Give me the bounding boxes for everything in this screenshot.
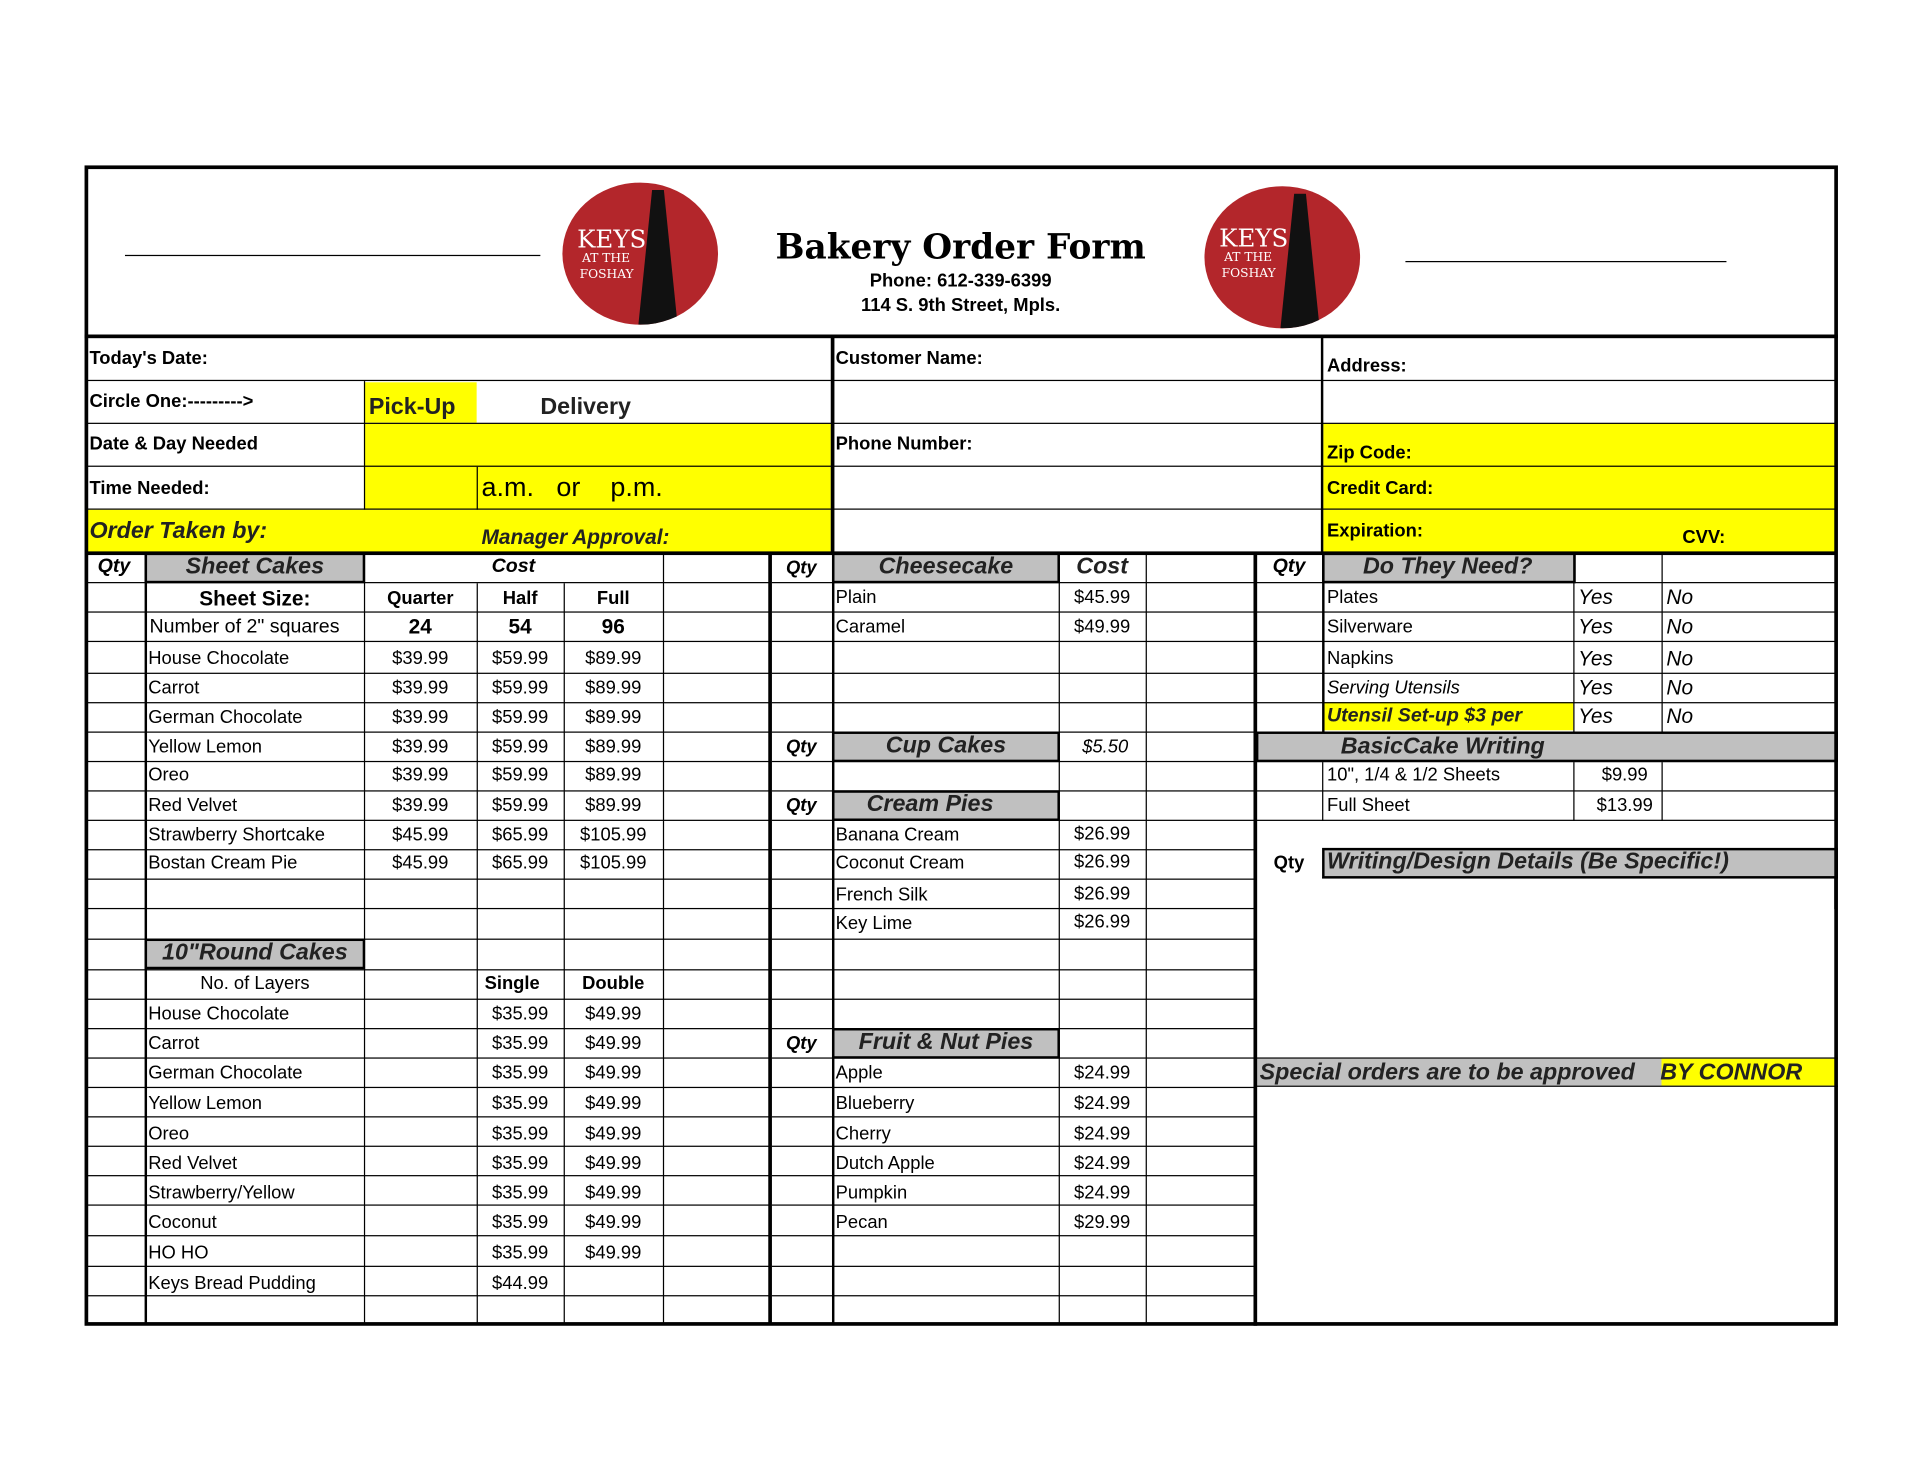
cream-pie-name: Coconut Cream — [835, 852, 965, 874]
sheet-price-full: $105.99 — [580, 852, 647, 874]
special-orders-by: BY CONNOR — [1660, 1059, 1803, 1086]
grid-line — [772, 790, 1255, 791]
todays-date-label: Today's Date: — [89, 347, 208, 369]
layers-label: No. of Layers — [200, 972, 310, 994]
need-yes-option[interactable]: Yes — [1578, 676, 1613, 700]
round-cakes-header: 10"Round Cakes — [162, 939, 348, 966]
squares-quarter: 24 — [408, 615, 432, 639]
do-they-need-header: Do They Need? — [1362, 553, 1533, 580]
grid-line — [86, 849, 770, 850]
fruit-pie-price: $24.99 — [1074, 1123, 1131, 1145]
sheet-price-full: $89.99 — [585, 706, 642, 728]
cupcakes-price: $5.50 — [1082, 736, 1129, 758]
grid-line — [86, 939, 770, 940]
cake-writing-header: BasicCake Writing — [1340, 733, 1545, 760]
date-day-needed-label: Date & Day Needed — [89, 433, 259, 455]
round-price-single: $35.99 — [492, 1242, 549, 1264]
cheesecake-price: $45.99 — [1074, 586, 1131, 608]
squares-full: 96 — [601, 615, 625, 639]
sheet-price-full: $89.99 — [585, 736, 642, 758]
need-no-option[interactable]: No — [1666, 585, 1694, 609]
manager-approval-label: Manager Approval: — [481, 525, 670, 549]
grid-line — [772, 1146, 1255, 1147]
sheet-price-half: $59.99 — [492, 736, 549, 758]
order-taken-by-label: Order Taken by: — [89, 518, 268, 545]
circle-one-label: Circle One:---------> — [89, 390, 254, 412]
grid-line — [86, 1175, 770, 1176]
round-price-single: $35.99 — [492, 1032, 549, 1054]
squares-label: Number of 2" squares — [149, 616, 340, 638]
need-no-option[interactable]: No — [1666, 615, 1694, 639]
sheet-price-full: $89.99 — [585, 795, 642, 817]
round-price-double: $49.99 — [585, 1123, 642, 1145]
fruit-nut-pies-header: Fruit & Nut Pies — [858, 1029, 1034, 1055]
sheet-price-full: $89.99 — [585, 677, 642, 699]
sheet-cake-name: Strawberry Shortcake — [148, 824, 325, 846]
right-signature-line[interactable] — [1405, 261, 1726, 262]
cupcakes-qty-header: Qty — [786, 736, 817, 758]
grid-line — [86, 1028, 770, 1029]
cream-pies-header: Cream Pies — [866, 791, 994, 818]
grid-line — [86, 1146, 770, 1147]
fruit-pie-name: Blueberry — [835, 1092, 915, 1114]
sheet-price-full: $89.99 — [585, 648, 642, 670]
cream-pie-price: $26.99 — [1074, 823, 1131, 845]
sheet-cake-name: Carrot — [148, 677, 200, 699]
round-price-double: $49.99 — [585, 1182, 642, 1204]
grid-line — [86, 761, 770, 762]
cvv-label: CVV: — [1682, 526, 1726, 548]
sheet-price-half: $59.99 — [492, 795, 549, 817]
cream-pie-name: Banana Cream — [835, 824, 960, 846]
sheet-price-quarter: $39.99 — [392, 706, 449, 728]
round-cake-name: Keys Bread Pudding — [148, 1273, 316, 1294]
round-price-single: $35.99 — [492, 1062, 549, 1084]
fruit-pie-name: Dutch Apple — [835, 1153, 935, 1174]
fruit-pie-name: Cherry — [835, 1123, 891, 1145]
grid-line — [86, 1266, 770, 1267]
grid-line — [772, 673, 1255, 674]
round-cake-name: Yellow Lemon — [148, 1092, 263, 1114]
round-price-single: $44.99 — [492, 1273, 549, 1294]
grid-line — [86, 1116, 770, 1117]
round-cake-name: Strawberry/Yellow — [148, 1182, 295, 1204]
fruit-pie-name: Apple — [835, 1062, 883, 1084]
sheet-price-quarter: $39.99 — [392, 648, 449, 670]
grid-line — [86, 1295, 770, 1296]
grid-line — [1256, 790, 1837, 791]
grid-line — [772, 1057, 1255, 1058]
grid-line — [86, 1087, 770, 1088]
credit-card-label: Credit Card: — [1326, 477, 1434, 499]
sheet-price-half: $59.99 — [492, 706, 549, 728]
sheet-cost-header: Cost — [491, 556, 536, 578]
grid-line — [86, 969, 770, 970]
sheet-price-full: $89.99 — [585, 764, 642, 786]
size-full: Full — [596, 588, 630, 609]
cake-writing-item: Full Sheet — [1326, 795, 1410, 817]
round-cake-name: Coconut — [148, 1211, 217, 1233]
sheet-cake-name: Oreo — [148, 764, 190, 786]
need-yes-option[interactable]: Yes — [1578, 646, 1613, 671]
grid-line — [772, 908, 1255, 909]
grid-line — [772, 1266, 1255, 1267]
sheet-price-quarter: $45.99 — [392, 824, 449, 846]
grid-line — [86, 611, 770, 612]
fruit-pie-price: $24.99 — [1074, 1153, 1131, 1174]
cream-pies-qty-header: Qty — [786, 795, 817, 817]
grid-line — [772, 849, 1255, 850]
grid-line — [86, 908, 770, 909]
round-price-single: $35.99 — [492, 1182, 549, 1204]
grid-line — [772, 939, 1255, 940]
cheesecake-header: Cheesecake — [878, 553, 1014, 580]
writing-details-header: Writing/Design Details (Be Specific!) — [1326, 849, 1729, 875]
grid-line — [86, 999, 770, 1000]
grid-line — [772, 879, 1255, 880]
sheet-size-label: Sheet Size: — [199, 586, 311, 611]
double-header: Double — [582, 972, 645, 994]
round-cake-name: HO HO — [148, 1242, 209, 1264]
grid-line — [772, 1175, 1255, 1176]
grid-line — [772, 1295, 1255, 1296]
need-item-name: Napkins — [1326, 648, 1394, 670]
sheet-qty-header: Qty — [97, 556, 131, 578]
sheet-cake-name: German Chocolate — [148, 706, 303, 728]
grid-line — [1256, 761, 1837, 762]
round-cake-name: Carrot — [148, 1032, 200, 1054]
grid-line — [1256, 732, 1837, 733]
grid-line — [772, 1204, 1255, 1205]
grid-line — [772, 820, 1255, 821]
grid-line — [1256, 820, 1837, 821]
needs-qty-header: Qty — [1272, 556, 1306, 578]
address-label: Address: — [1326, 355, 1407, 377]
left-signature-line[interactable] — [125, 255, 540, 256]
ampm-option[interactable]: a.m. or p.m. — [481, 471, 663, 503]
fruit-pie-price: $24.99 — [1074, 1062, 1131, 1084]
fruit-pie-price: $24.99 — [1074, 1182, 1131, 1204]
special-orders-text: Special orders are to be approved — [1259, 1059, 1635, 1086]
grid-line — [86, 702, 770, 703]
grid-line — [772, 761, 1255, 762]
need-no-option[interactable]: No — [1666, 704, 1694, 728]
grid-line — [1256, 641, 1837, 642]
round-price-double: $49.99 — [585, 1062, 642, 1084]
fruit-pies-qty-header: Qty — [786, 1032, 817, 1054]
single-header: Single — [484, 972, 540, 994]
fruit-pie-price: $24.99 — [1074, 1092, 1131, 1114]
expiration-label: Expiration: — [1326, 520, 1423, 542]
cream-pie-price: $26.99 — [1074, 883, 1131, 905]
grid-line — [86, 582, 770, 583]
fruit-pie-price: $29.99 — [1074, 1211, 1131, 1233]
time-needed-label: Time Needed: — [89, 477, 210, 499]
sheet-price-quarter: $39.99 — [392, 764, 449, 786]
grid-line — [772, 969, 1255, 970]
grid-line — [86, 732, 770, 733]
phone-text: Phone: 612-339-6399 — [869, 270, 1052, 292]
address-text: 114 S. 9th Street, Mpls. — [861, 295, 1061, 317]
grid-line — [772, 582, 1255, 583]
sheet-cake-name: Bostan Cream Pie — [148, 852, 298, 874]
customer-name-label: Customer Name: — [835, 347, 983, 369]
round-price-double: $49.99 — [585, 1003, 642, 1025]
cream-pie-name: French Silk — [835, 884, 928, 906]
round-price-double: $49.99 — [585, 1242, 642, 1264]
grid-line — [86, 790, 770, 791]
sheet-price-half: $59.99 — [492, 648, 549, 670]
sheet-cake-name: Red Velvet — [148, 795, 238, 817]
sheet-price-half: $59.99 — [492, 677, 549, 699]
zip-code-label: Zip Code: — [1326, 442, 1412, 464]
need-item-name: Plates — [1326, 586, 1379, 608]
pickup-option[interactable]: Pick-Up — [368, 394, 456, 421]
sheet-price-half: $59.99 — [492, 764, 549, 786]
cheesecake-qty-header: Qty — [786, 557, 817, 579]
grid-line — [772, 641, 1255, 642]
sheet-price-quarter: $39.99 — [392, 736, 449, 758]
need-yes-option[interactable]: Yes — [1578, 704, 1613, 728]
form-title: Bakery Order Form — [775, 226, 1146, 268]
round-price-single: $35.99 — [492, 1123, 549, 1145]
cupcakes-header: Cup Cakes — [885, 732, 1007, 759]
grid-line — [86, 1057, 770, 1058]
round-cake-name: Oreo — [148, 1123, 190, 1145]
round-cake-name: House Chocolate — [148, 1003, 290, 1025]
need-yes-option[interactable]: Yes — [1578, 615, 1613, 639]
grid-line — [1256, 673, 1837, 674]
sheet-cake-name: House Chocolate — [148, 648, 290, 670]
grid-line — [86, 1235, 770, 1236]
grid-line — [772, 702, 1255, 703]
phone-number-label: Phone Number: — [835, 433, 973, 455]
sheet-price-half: $65.99 — [492, 852, 549, 874]
cheesecake-price: $49.99 — [1074, 616, 1131, 638]
keys-logo-right: KEYS AT THE FOSHAY — [1204, 186, 1360, 328]
cake-writing-price: $9.99 — [1601, 764, 1648, 786]
fruit-pie-name: Pumpkin — [835, 1182, 908, 1204]
grid-line — [86, 1204, 770, 1205]
header-divider — [85, 335, 1838, 339]
round-price-single: $35.99 — [492, 1003, 549, 1025]
grid-line — [1256, 702, 1837, 703]
need-yes-option[interactable]: Yes — [1578, 585, 1613, 609]
cake-writing-item: 10", 1/4 & 1/2 Sheets — [1326, 764, 1501, 786]
cheesecake-name: Plain — [835, 586, 877, 608]
round-price-single: $35.99 — [492, 1092, 549, 1114]
round-cake-name: German Chocolate — [148, 1062, 303, 1084]
writing-qty-label: Qty — [1273, 852, 1305, 874]
cheesecake-name: Caramel — [835, 616, 906, 638]
cream-pie-price: $26.99 — [1074, 851, 1131, 873]
grid-line — [772, 999, 1255, 1000]
sheet-price-quarter: $39.99 — [392, 795, 449, 817]
need-item-name: Utensil Set-up $3 per — [1326, 705, 1523, 727]
grid-line — [86, 641, 770, 642]
cream-pie-name: Key Lime — [835, 912, 913, 934]
grid-line — [772, 1087, 1255, 1088]
cheesecake-cost-header: Cost — [1076, 553, 1129, 580]
sheet-cakes-header: Sheet Cakes — [185, 553, 325, 580]
cream-pie-price: $26.99 — [1074, 911, 1131, 933]
round-cake-name: Red Velvet — [148, 1153, 238, 1174]
grid-line — [772, 1028, 1255, 1029]
grid-line — [1256, 611, 1837, 612]
round-price-single: $35.99 — [492, 1211, 549, 1233]
delivery-option[interactable]: Delivery — [540, 394, 631, 421]
need-item-name: Serving Utensils — [1326, 677, 1460, 699]
round-price-double: $49.99 — [585, 1092, 642, 1114]
grid-line — [772, 1116, 1255, 1117]
cake-writing-price: $13.99 — [1596, 795, 1653, 817]
need-no-option[interactable]: No — [1666, 676, 1694, 700]
size-half: Half — [502, 588, 538, 609]
round-price-double: $49.99 — [585, 1153, 642, 1174]
grid-line — [772, 732, 1255, 733]
sheet-price-quarter: $45.99 — [392, 852, 449, 874]
round-price-double: $49.99 — [585, 1032, 642, 1054]
grid-line — [86, 820, 770, 821]
need-item-name: Silverware — [1326, 616, 1413, 638]
keys-logo-left: KEYS AT THE FOSHAY — [562, 183, 718, 325]
round-price-double: $49.99 — [585, 1211, 642, 1233]
round-price-single: $35.99 — [492, 1153, 549, 1174]
grid-line — [86, 879, 770, 880]
size-quarter: Quarter — [387, 588, 454, 609]
sheet-price-quarter: $39.99 — [392, 677, 449, 699]
need-no-option[interactable]: No — [1666, 646, 1694, 671]
squares-half: 54 — [508, 615, 532, 639]
grid-line — [86, 673, 770, 674]
grid-line — [772, 611, 1255, 612]
sheet-price-half: $65.99 — [492, 824, 549, 846]
fruit-pie-name: Pecan — [835, 1211, 888, 1233]
sheet-price-full: $105.99 — [580, 824, 647, 846]
grid-line — [772, 1235, 1255, 1236]
grid-line — [1256, 582, 1837, 583]
sheet-cake-name: Yellow Lemon — [148, 736, 263, 758]
